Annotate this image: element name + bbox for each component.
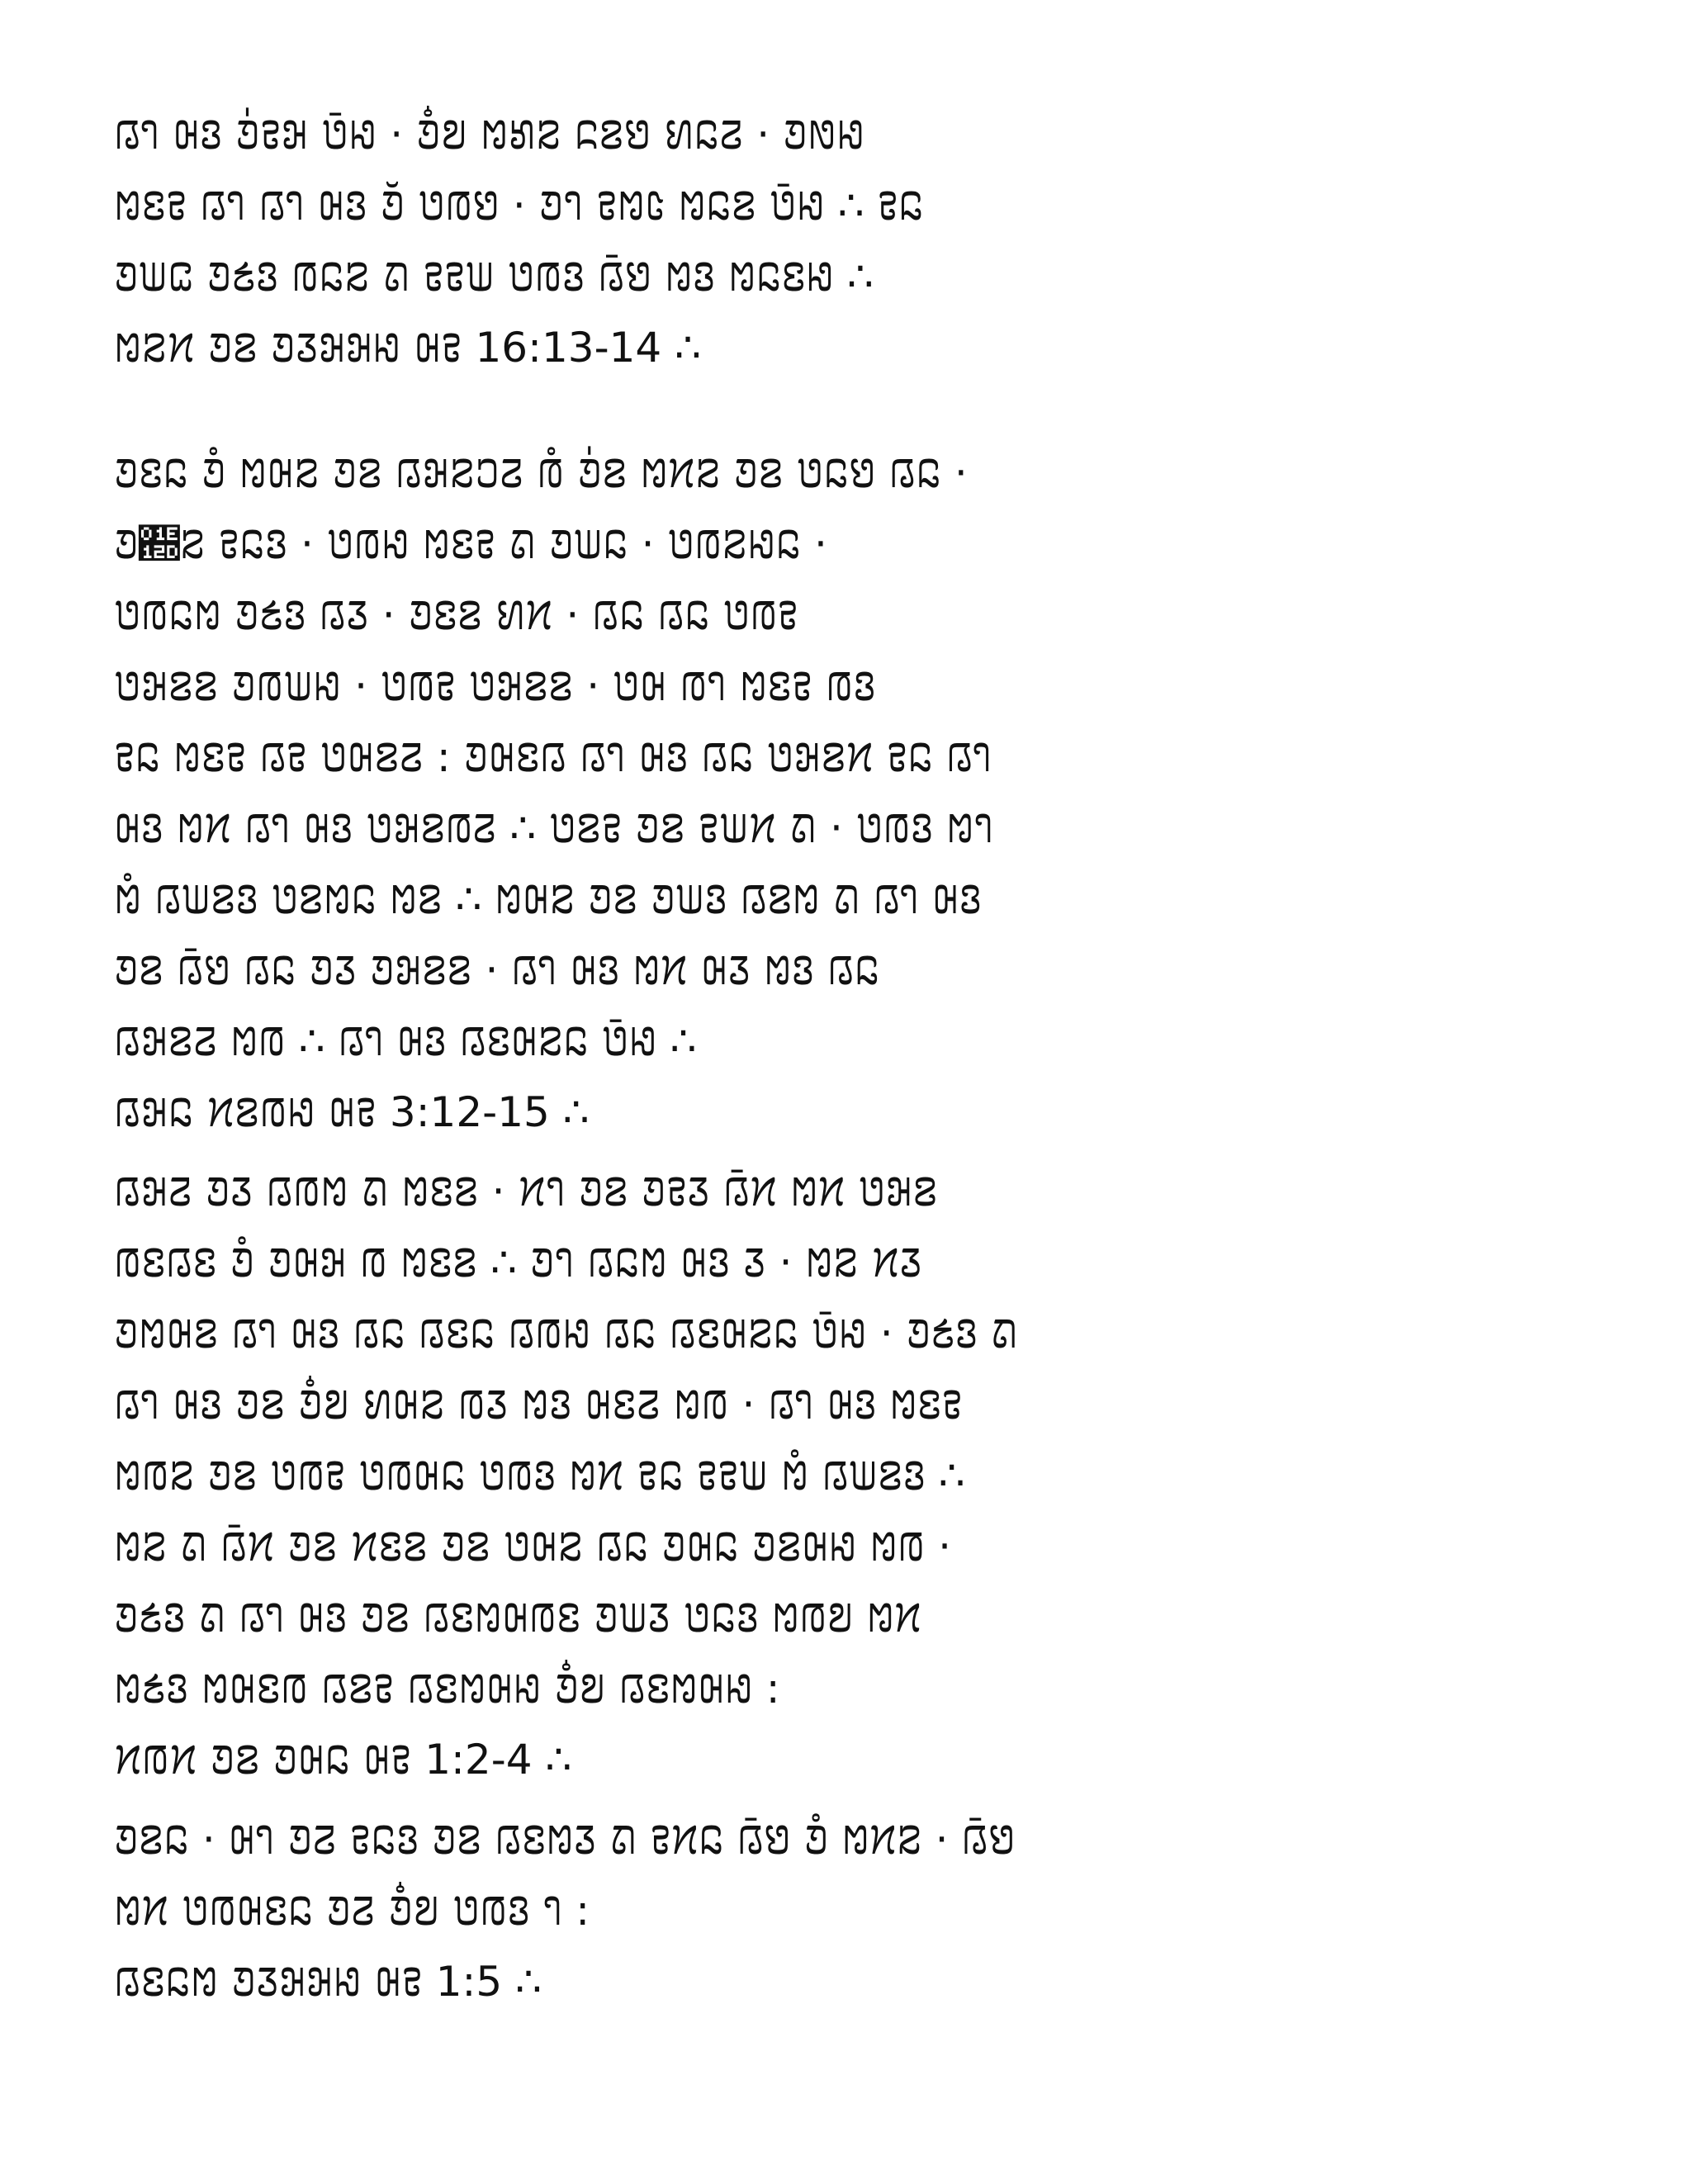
text-line: 𞄌𞄳 𞄀𞄊𞄓𞄬 𞄃𞄓𞄌𞄐 𞄌𞄓 ∴ 𞄌𞄨𞄕 𞄚𞄓 𞄚𞄊𞄬 𞄀𞄓𞄌 𞄛 𞄀𞄤 𞄨𞄬 <box>114 875 982 923</box>
text-line: 𞄚𞄓 𞄀𞄴𞄖 𞄀𞄐 𞄚𞄧 𞄚𞄒𞄓𞄓 · 𞄀𞄤 𞄨𞄬 𞄌𞄔 𞄨𞄧 𞄌𞄬 𞄀𞄐 <box>114 946 880 994</box>
text-line: 𞄚𞄊𞄠 𞄚𞄢𞄬 𞄞𞄐𞄕 𞄛 𞄥𞄥𞄊 𞄃𞄞𞄬 𞄀𞄴𞄖 𞄌𞄬 𞄌𞄐𞄑𞄆 ∴ <box>114 253 874 301</box>
text-line: 𞄚𞄌𞄨𞄓 𞄀𞄤 𞄨𞄬 𞄀𞄐 𞄀𞄑𞄐 𞄀𞄞𞄆 𞄀𞄐 𞄀𞄑𞄨𞄕𞄐 𞄃𞄴𞄆 · 𞄚𞄢𞄬 𞄛 <box>114 1310 1018 1357</box>
text-line: 𞄀𞄒𞄓𞄉 𞄌𞄞 ∴ 𞄀𞄤 𞄨𞄬 𞄀𞄑𞄨𞄕𞄐 𞄃𞄴𞄆 ∴ <box>114 1017 697 1065</box>
verse-reference: 𞄀𞄒𞄐 𞄔𞄓𞄞𞄆 𞄨𞄥 3:12-15 ∴ <box>114 1088 590 1136</box>
passage-2 <box>114 436 1577 1146</box>
text-line: 𞄚𞄓𞄐 · 𞄨𞄤 𞄚𞄉 𞄥𞄐𞄬 𞄚𞄓 𞄀𞄑𞄌𞄧 𞄛 𞄥𞄔𞄐 𞄀𞄴𞄖 𞄚𞄳 𞄌𞄔𞄕 · 𞄀𞄴𞄖 <box>114 1816 1016 1864</box>
text-line: 𞄥𞄐 𞄌𞄑𞄥 𞄀𞄥 𞄃𞄨𞄓𞄉 : 𞄚𞄨𞄑𞄀 𞄀𞄤 𞄨𞄬 𞄀𞄐 𞄃𞄒𞄓𞄔 𞄥𞄐 𞄀𞄤 <box>114 733 992 781</box>
text-line: 𞄚𞄭𞄕 𞄥𞄐𞄬 · 𞄃𞄞𞄆 𞄌𞄑𞄥 𞄛 𞄚𞄊𞄐 · 𞄃𞄞𞄕𞄆𞄐 · <box>114 520 827 568</box>
text-line: 𞄌𞄔 𞄃𞄞𞄨𞄑𞄐 𞄚𞄉 𞄚𞄶𞄙 𞄃𞄞𞄬 𞄤 : <box>114 1887 590 1935</box>
text-line: 𞄀𞄒𞄉 𞄚𞄧 𞄀𞄞𞄌 𞄛 𞄌𞄑𞄓 · 𞄔𞄤 𞄚𞄓 𞄚𞄥𞄧 𞄀𞄴𞄔 𞄌𞄔 𞄃𞄒𞄓 <box>114 1168 938 1215</box>
passage-1 <box>114 97 1577 381</box>
text-line: 𞄀𞄤 𞄨𞄬 𞄚𞄓 𞄚𞄶𞄙 𞄅𞄨𞄕 𞄞𞄧 𞄌𞄬 𞄨𞄑𞄉 𞄌𞄞 · 𞄀𞄤 𞄨𞄬 𞄌𞄑𞄥 <box>114 1381 963 1428</box>
passage-4 <box>114 1803 1577 2016</box>
text-line: 𞄨𞄬 𞄌𞄔 𞄀𞄤 𞄨𞄬 𞄃𞄒𞄓𞄞𞄉 ∴ 𞄃𞄓𞄥 𞄚𞄓 𞄥𞄊𞄔 𞄛 · 𞄃𞄞𞄬 𞄌𞄤 <box>114 804 994 852</box>
text-line: 𞄚𞄢𞄬 𞄛 𞄀𞄤 𞄨𞄬 𞄚𞄓 𞄀𞄑𞄌𞄨𞄞𞄑 𞄚𞄊𞄧 𞄃𞄐𞄬 𞄌𞄞𞄙 𞄌𞄔 <box>114 1594 922 1642</box>
verse-reference: 𞄌𞄕𞄔 𞄚𞄓 𞄚𞄧𞄒𞄒𞄆 𞄨𞄥 16:13-14 ∴ <box>114 324 701 372</box>
verse-reference: 𞄔𞄞𞄔 𞄚𞄓 𞄚𞄨𞄐 𞄨𞄥 1:2-4 ∴ <box>114 1736 572 1784</box>
passage-3 <box>114 1154 1577 1793</box>
verse-reference: 𞄀𞄑𞄐𞄌 𞄚𞄧𞄒𞄒𞄆 𞄨𞄥 1:5 ∴ <box>114 1958 542 2006</box>
text-line: 𞄌𞄢𞄬 𞄌𞄨𞄑𞄞 𞄀𞄓𞄥 𞄀𞄑𞄌𞄨𞄆 𞄚𞄶𞄙 𞄀𞄑𞄌𞄨𞄆 : <box>114 1665 780 1713</box>
document-page <box>114 97 1577 2145</box>
text-line: 𞄌𞄑𞄥 𞄀𞄤 𞄀𞄤 𞄨𞄬 𞄚𞄲 𞄃𞄞𞄖 · 𞄚𞄤 𞄥𞄌𞄦 𞄌𞄐𞄓 𞄃𞄴𞄆 ∴ 𞄥𞄐 <box>114 182 924 230</box>
text-line: 𞄌𞄕 𞄛 𞄀𞄴𞄔 𞄚𞄓 𞄔𞄑𞄓 𞄚𞄓 𞄃𞄨𞄕 𞄀𞄐 𞄚𞄨𞄐 𞄚𞄓𞄨𞄆 𞄌𞄞 · <box>114 1523 952 1570</box>
text-line: 𞄞𞄑𞄀𞄑 𞄚𞄳 𞄚𞄨𞄒 𞄞 𞄌𞄑𞄓 ∴ 𞄚𞄤 𞄀𞄐𞄌 𞄨𞄬 𞄧 · 𞄌𞄕 𞄔𞄧 <box>114 1239 922 1286</box>
text-line: 𞄃𞄞𞄐𞄌 𞄚𞄢𞄬 𞄀𞄧 · 𞄚𞄑𞄓 𞄅𞄔 · 𞄀𞄐 𞄀𞄐 𞄃𞄞𞄥 <box>114 591 798 639</box>
text-line: 𞄀𞄤 𞄨𞄬 𞄚𞄰𞄥𞄒 𞄃𞄴𞄆 · 𞄚𞄶𞄙 𞄌𞄈𞄕 𞄍𞄓𞄖 𞄅𞄐𞄉 · 𞄚𞄂𞄆 <box>114 111 865 159</box>
text-line: 𞄌𞄞𞄕 𞄚𞄓 𞄃𞄞𞄥 𞄃𞄞𞄨𞄐 𞄃𞄞𞄬 𞄌𞄔 𞄥𞄐 𞄥𞄥𞄊 𞄌𞄳 𞄀𞄊𞄓𞄬 ∴ <box>114 1452 965 1499</box>
text-line: 𞄚𞄑𞄐 𞄚𞄳 𞄌𞄨𞄕 𞄚𞄓 𞄀𞄒𞄕𞄎𞄉 𞄞𞄳 𞄚𞄰𞄓 𞄌𞄔𞄕 𞄚𞄓 𞄃𞄐𞄖 𞄀𞄐 · <box>114 449 968 497</box>
text-line: 𞄃𞄒𞄓𞄓 𞄚𞄞𞄊𞄆 · 𞄃𞄞𞄥 𞄃𞄒𞄓𞄓 · 𞄃𞄨 𞄞𞄤 𞄌𞄑𞄥 𞄞𞄬 <box>114 662 876 710</box>
